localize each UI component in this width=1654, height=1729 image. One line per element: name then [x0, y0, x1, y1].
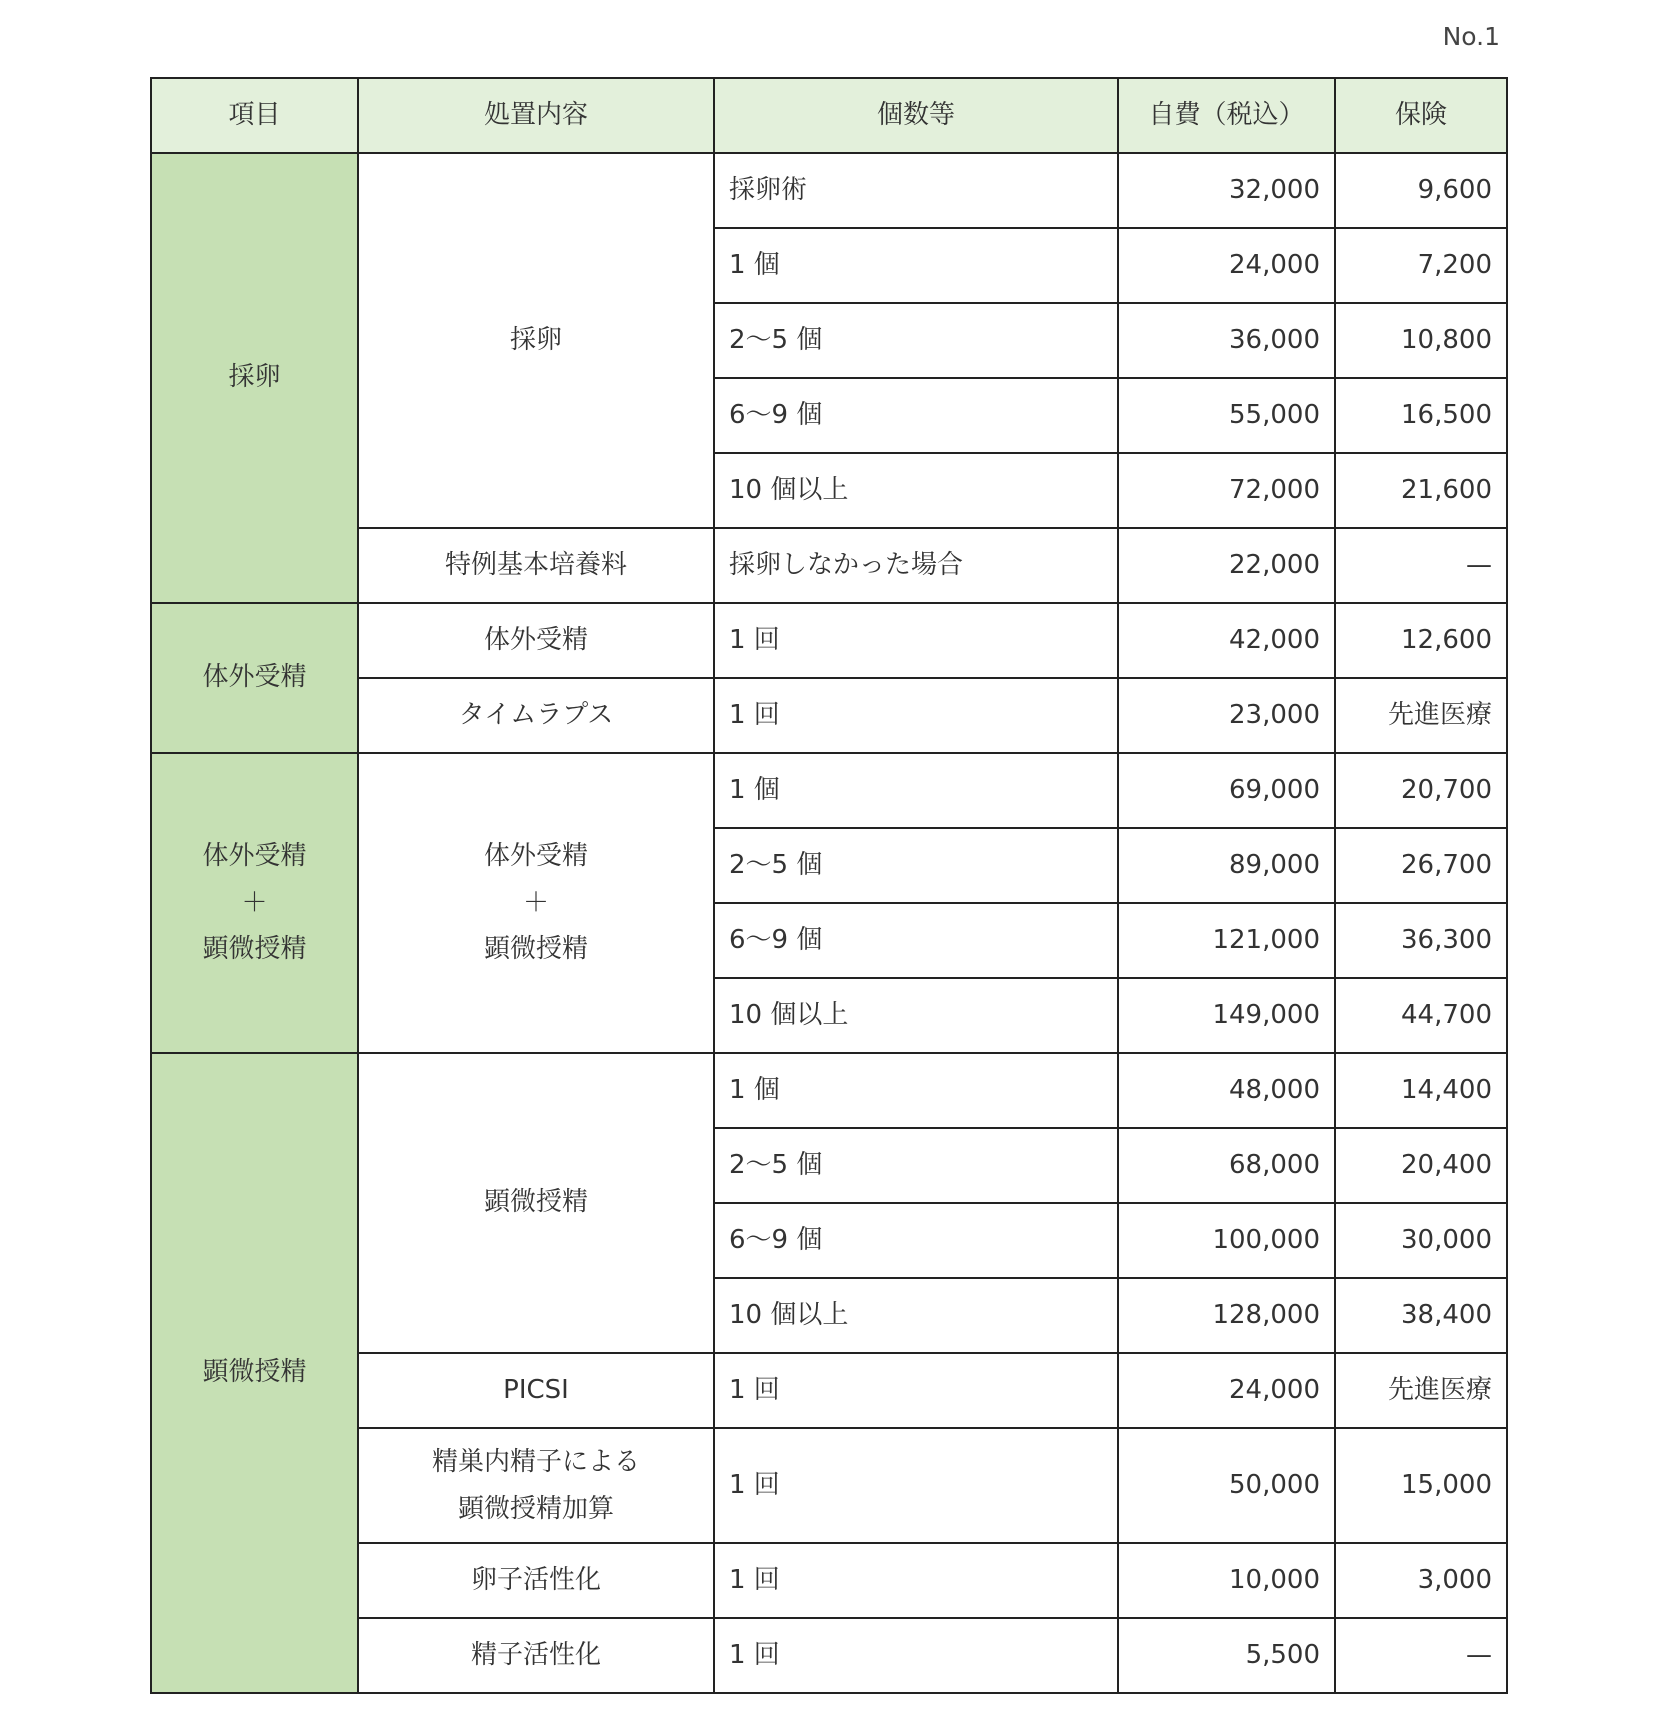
procedure-sperm-activation: 精子活性化	[358, 1618, 714, 1693]
procedure-line: 顕微授精	[483, 934, 588, 965]
self-pay-cell: 23,000	[1118, 678, 1335, 753]
self-pay-cell: 89,000	[1118, 828, 1335, 903]
quantity-cell: 6～9 個	[714, 903, 1118, 978]
quantity-cell: 10 個以上	[714, 453, 1118, 528]
insurance-cell: —	[1335, 1618, 1507, 1693]
insurance-cell: 14,400	[1335, 1053, 1507, 1128]
quantity-cell: 1 回	[714, 1428, 1118, 1543]
procedure-ivf: 体外受精	[358, 603, 714, 678]
quantity-cell: 1 回	[714, 1618, 1118, 1693]
header-item: 項目	[151, 78, 358, 153]
procedure-tese-icsi	[358, 1428, 714, 1543]
insurance-cell: 20,400	[1335, 1128, 1507, 1203]
self-pay-cell: 24,000	[1118, 1353, 1335, 1428]
procedure-line: 顕微授精加算	[457, 1493, 614, 1524]
insurance-cell: 9,600	[1335, 153, 1507, 228]
procedure-icsi: 顕微授精	[358, 1053, 714, 1353]
quantity-cell: 6～9 個	[714, 1203, 1118, 1278]
procedure-special-culture: 特例基本培養料	[358, 528, 714, 603]
insurance-cell: 15,000	[1335, 1428, 1507, 1543]
self-pay-cell: 22,000	[1118, 528, 1335, 603]
procedure-time-lapse: タイムラプス	[358, 678, 714, 753]
header-procedure: 処置内容	[358, 78, 714, 153]
header-self-pay: 自費（税込）	[1118, 78, 1335, 153]
procedure-picsi: PICSI	[358, 1353, 714, 1428]
category-line: 体外受精	[202, 840, 307, 871]
insurance-cell: 16,500	[1335, 378, 1507, 453]
self-pay-cell: 69,000	[1118, 753, 1335, 828]
quantity-cell: 1 個	[714, 228, 1118, 303]
self-pay-cell: 5,500	[1118, 1618, 1335, 1693]
insurance-cell: 21,600	[1335, 453, 1507, 528]
quantity-cell: 2～5 個	[714, 1128, 1118, 1203]
table-row	[151, 753, 1507, 828]
self-pay-cell: 121,000	[1118, 903, 1335, 978]
quantity-cell: 2～5 個	[714, 828, 1118, 903]
category-egg-retrieval: 採卵	[151, 153, 358, 603]
procedure-egg-retrieval: 採卵	[358, 153, 714, 528]
insurance-cell: 7,200	[1335, 228, 1507, 303]
quantity-cell: 1 回	[714, 678, 1118, 753]
self-pay-cell: 55,000	[1118, 378, 1335, 453]
quantity-cell: 1 回	[714, 603, 1118, 678]
page-number: No.1	[1442, 22, 1500, 51]
insurance-cell: 先進医療	[1335, 678, 1507, 753]
insurance-cell: 12,600	[1335, 603, 1507, 678]
self-pay-cell: 149,000	[1118, 978, 1335, 1053]
procedure-ivf-icsi	[358, 753, 714, 1053]
self-pay-cell: 24,000	[1118, 228, 1335, 303]
self-pay-cell: 128,000	[1118, 1278, 1335, 1353]
quantity-cell: 10 個以上	[714, 978, 1118, 1053]
insurance-cell: 38,400	[1335, 1278, 1507, 1353]
insurance-cell: 30,000	[1335, 1203, 1507, 1278]
insurance-cell: 10,800	[1335, 303, 1507, 378]
insurance-cell: 36,300	[1335, 903, 1507, 978]
quantity-cell: 1 回	[714, 1353, 1118, 1428]
procedure-oocyte-activation: 卵子活性化	[358, 1543, 714, 1618]
insurance-cell: 先進医療	[1335, 1353, 1507, 1428]
procedure-line: 体外受精	[483, 840, 588, 871]
category-line: ＋	[241, 887, 268, 918]
self-pay-cell: 68,000	[1118, 1128, 1335, 1203]
insurance-cell: 44,700	[1335, 978, 1507, 1053]
self-pay-cell: 32,000	[1118, 153, 1335, 228]
header-quantity: 個数等	[714, 78, 1118, 153]
table-row	[151, 153, 1507, 228]
quantity-cell: 2～5 個	[714, 303, 1118, 378]
insurance-cell: —	[1335, 528, 1507, 603]
insurance-cell: 3,000	[1335, 1543, 1507, 1618]
fee-table	[150, 77, 1508, 1694]
self-pay-cell: 36,000	[1118, 303, 1335, 378]
self-pay-cell: 10,000	[1118, 1543, 1335, 1618]
self-pay-cell: 48,000	[1118, 1053, 1335, 1128]
header-row	[151, 78, 1507, 153]
table-row	[151, 1053, 1507, 1128]
self-pay-cell: 42,000	[1118, 603, 1335, 678]
insurance-cell: 20,700	[1335, 753, 1507, 828]
quantity-cell: 1 回	[714, 1543, 1118, 1618]
category-ivf: 体外受精	[151, 603, 358, 753]
category-icsi: 顕微授精	[151, 1053, 358, 1693]
self-pay-cell: 100,000	[1118, 1203, 1335, 1278]
quantity-cell: 1 個	[714, 1053, 1118, 1128]
quantity-cell: 採卵術	[714, 153, 1118, 228]
insurance-cell: 26,700	[1335, 828, 1507, 903]
category-line: 顕微授精	[202, 934, 307, 965]
header-insurance: 保険	[1335, 78, 1507, 153]
self-pay-cell: 72,000	[1118, 453, 1335, 528]
table-row	[151, 603, 1507, 678]
quantity-cell: 採卵しなかった場合	[714, 528, 1118, 603]
procedure-line: ＋	[522, 887, 549, 918]
self-pay-cell: 50,000	[1118, 1428, 1335, 1543]
category-ivf-icsi	[151, 753, 358, 1053]
quantity-cell: 6～9 個	[714, 378, 1118, 453]
quantity-cell: 1 個	[714, 753, 1118, 828]
quantity-cell: 10 個以上	[714, 1278, 1118, 1353]
procedure-line: 精巣内精子による	[431, 1446, 640, 1477]
